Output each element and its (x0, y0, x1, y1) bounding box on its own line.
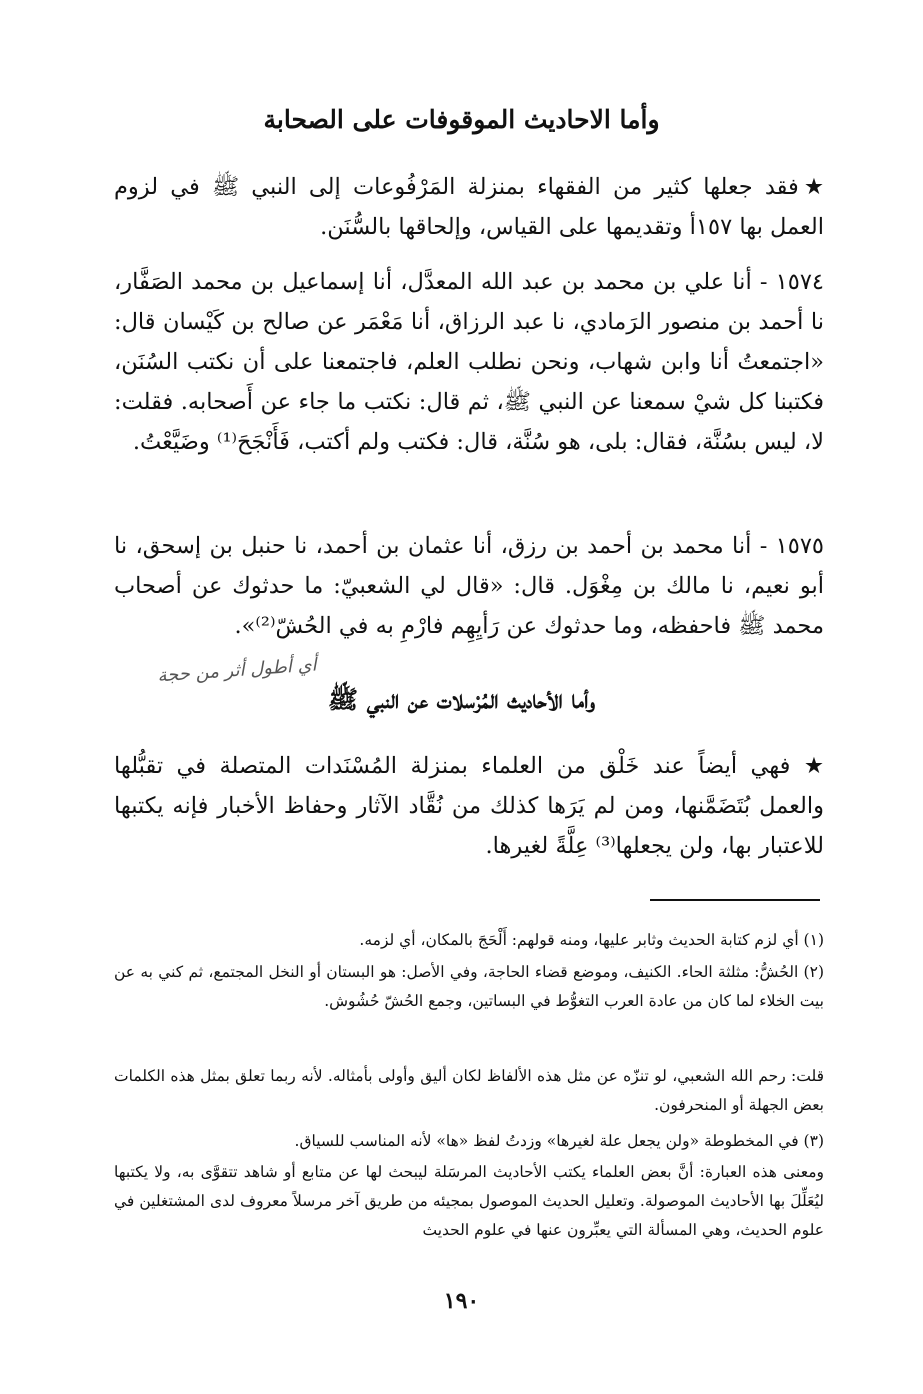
paragraph-intro-mawqufat: ★فقد جعلها كثير من الفقهاء بمنزلة المَرْفُوعات إلى النبي ﷺ في لزوم العمل بها ١٥٧أ وتقديمها على القياس، وإلحاقها بالسُّنَن. (114, 174, 824, 240)
section-heading-mawqufat: وأما الاحاديث الموقوفات على الصحابة (263, 105, 660, 134)
footnote-2-comment: قلت: رحم الله الشعبي، لو تنزّه عن مثل هذه الألفاظ لكان أليق وأولى بأمثاله. لأنه ربما تعلق بمثل هذه الكلمات بعض الجهلة أو المنحرفون. (114, 1067, 824, 1114)
footnote-3: (٣) في المخطوطة «ولن يجعل علة لغيرها» وزدتُ لفظ «ها» لأنه المناسب للسياق. (294, 1132, 824, 1150)
hadith-1575: ١٥٧٥ - أنا محمد بن أحمد بن رزق، أنا عثمان بن أحمد، نا حنبل بن إسحق، نا أبو نعيم، نا مالك بن مِغْوَل. قال: «قال لي الشعبيّ: ما حدثوك عن أصحاب محمد ﷺ فاحفظه، وما حدثوك عن رَأيِهِم فارْمِ به في الحُشّ⁽²⁾». (114, 533, 824, 639)
footnote-separator (650, 899, 820, 901)
footnote-2: (٢) الحُشُّ: مثلثة الحاء. الكنيف، وموضع قضاء الحاجة، وفي الأصل: هو البستان أو النخل المجتمع، ثم كني به عن بيت الخلاء لما كان من عادة العرب التغوُّط في البساتين، وجمع الحُشّ حُشُوش. (114, 963, 824, 1010)
section-heading-mursalat: وأما الأحاديث المُرْسلات عن النبي ﷺ (327, 685, 596, 714)
footnote-1: (١) أي لزم كتابة الحديث وثابر عليها، ومنه قولهم: أَلْحَجَ بالمكان، أي لزمه. (359, 931, 824, 949)
hadith-1574: ١٥٧٤ - أنا علي بن محمد بن عبد الله المعدَّل، أنا إسماعيل بن محمد الصَفَّار، نا أحمد بن منصور الرَمادي، نا عبد الرزاق، أنا مَعْمَر عن صالح بن كَيْسان قال: «اجتمعتُ أنا وابن شهاب، ونحن نطلب العلم، فاجتمعنا على أن نكتب السُنَن، فكتبنا كل شيْ سمعنا عن النبي ﷺ، ثم قال: نكتب ما جاء عن أَصحابه. فقلت: لا، ليس بسُنَّة، فقال: بلى، هو سُنَّة، قال: فكتب ولم أكتب، فَأَنْجَحَ⁽¹⁾ وضَيَّعْتُ. (114, 269, 824, 455)
footnote-3-explanation: ومعنى هذه العبارة: أنَّ بعض العلماء يكتب الأحاديث المرسَلة ليبحث لها عن متابع أو شاهد تتقوَّى به، ولا يكتبها ليُعَلِّلَ بها الأحاديث الموصولة. وتعليل الحديث الموصول بمجيئه من طريق آخر مرسلاً معروف لدى المشتغلين في علوم الحديث، وهي المسألة التي يعبِّرون عنها في علوم الحديث (114, 1163, 824, 1239)
handwritten-annotation: أي أطول أثر من حجة (156, 654, 318, 687)
paragraph-intro-mursalat: ★ فهي أيضاً عند خَلْق من العلماء بمنزلة المُسْنَدات المتصلة في تقبُّلها والعمل بُتَضَمَّنها، ومن لم يَرَها كذلك من نُقَّاد الآثار وحفاظ الأخبار فإنه يكتبها للاعتبار بها، ولن يجعلها⁽³⁾ عِلَّةً لغيرها. (114, 753, 824, 859)
page-number: ١٩٠ (443, 1288, 480, 1314)
